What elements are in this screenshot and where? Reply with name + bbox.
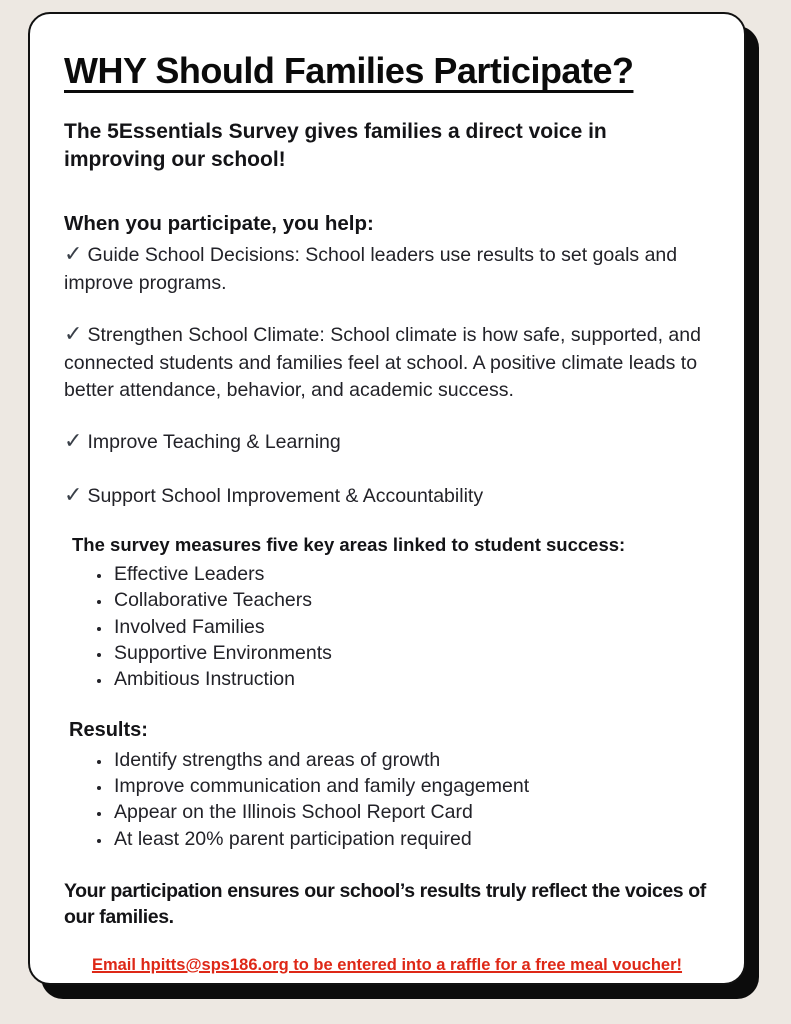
list-item-strengths-growth: • Identify strengths and areas of growth — [112, 747, 710, 773]
check-icon: ✓ — [64, 429, 83, 455]
flyer-card — [28, 12, 746, 985]
check-item-text: Support School Improvement & Accountability — [87, 484, 484, 507]
check-item-text: Strengthen School Climate: School climate is how safe, supported, and connected students and families feel at school. A positive climate leads to better attendance, behavior, and academic success. — [64, 324, 701, 402]
check-icon: ✓ — [64, 482, 83, 508]
results-heading: Results: — [69, 718, 148, 741]
page-title: WHY Should Families Participate? — [64, 50, 634, 91]
areas-heading: The survey measures five key areas linked to student success: — [72, 534, 626, 555]
list-item-collaborative-teachers: • Collaborative Teachers — [112, 587, 710, 613]
areas-list — [64, 561, 710, 693]
check-item-text: Improve Teaching & Learning — [87, 431, 341, 454]
list-item-supportive-environments: • Supportive Environments — [112, 640, 710, 666]
list-item-effective-leaders: • Effective Leaders — [112, 561, 710, 587]
check-icon: ✓ — [64, 322, 83, 348]
check-item-guide-decisions — [64, 240, 710, 297]
list-item-ambitious-instruction: • Ambitious Instruction — [112, 666, 710, 692]
list-item-participation-required: • At least 20% parent participation required — [112, 826, 710, 852]
participate-heading: When you participate, you help: — [64, 211, 374, 235]
results-list — [64, 747, 710, 852]
raffle-email-link[interactable]: Email hpitts@sps186.org to be entered into a raffle for a free meal voucher! — [91, 956, 683, 975]
closing-statement: Your participation ensures our school’s results truly reflect the voices of our families. — [64, 879, 706, 929]
intro-text: The 5Essentials Survey gives families a direct voice in improving our school! — [64, 120, 607, 171]
check-item-improvement-accountability — [64, 481, 710, 511]
list-item-involved-families: • Involved Families — [112, 614, 710, 640]
check-item-teaching-learning — [64, 427, 710, 457]
check-item-school-climate — [64, 320, 710, 404]
check-item-text: Guide School Decisions: School leaders use results to set goals and improve programs. — [64, 243, 678, 295]
list-item-report-card: • Appear on the Illinois School Report Card — [112, 799, 710, 825]
list-item-communication-engagement: • Improve communication and family engagement — [112, 773, 710, 799]
check-icon: ✓ — [64, 241, 83, 267]
